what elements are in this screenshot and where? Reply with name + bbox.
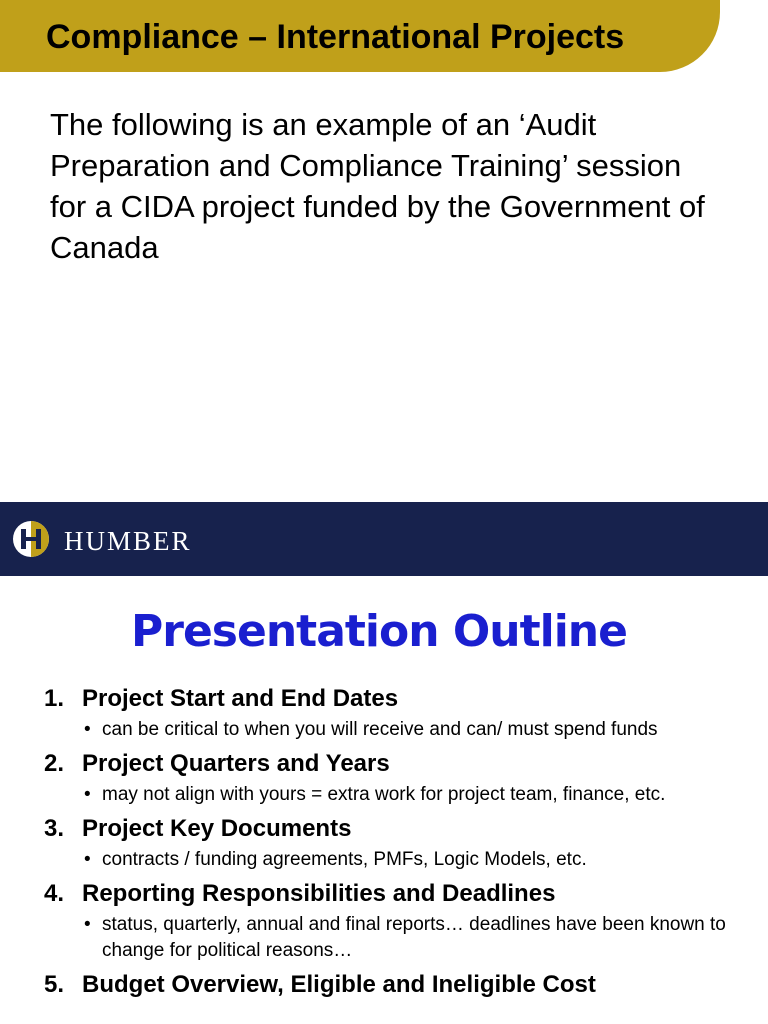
- compliance-slide: [0, 0, 768, 502]
- item-detail: status, quarterly, annual and final reports… deadlines have been known to change for political reasons…: [102, 914, 726, 961]
- list-item: [44, 879, 744, 964]
- list-item: [44, 970, 744, 1000]
- bullet-icon: •: [84, 849, 91, 870]
- bullet-icon: •: [84, 719, 91, 740]
- item-heading: Budget Overview, Eligible and Ineligible Cost: [82, 971, 596, 998]
- humber-band: [0, 502, 768, 576]
- list-item: [44, 684, 744, 743]
- item-heading: Project Key Documents: [82, 815, 352, 842]
- item-heading: Reporting Responsibilities and Deadlines: [82, 880, 556, 907]
- list-item: [44, 749, 744, 808]
- list-item: [44, 814, 744, 873]
- item-number: 3.: [44, 815, 65, 842]
- title-bar: [0, 0, 720, 72]
- slide-title: Compliance – International Projects: [46, 18, 625, 56]
- outline-list: [44, 684, 744, 1006]
- item-heading: Project Start and End Dates: [82, 685, 399, 712]
- item-heading: Project Quarters and Years: [82, 750, 390, 777]
- item-number: 2.: [44, 750, 65, 777]
- humber-logo-icon: [12, 520, 50, 558]
- outline-slide: [0, 576, 768, 1024]
- item-number: 4.: [44, 880, 65, 907]
- outline-title: Presentation Outline: [131, 606, 627, 657]
- humber-wordmark: HUMBER: [64, 526, 192, 556]
- item-number: 1.: [44, 685, 65, 712]
- bullet-icon: •: [84, 784, 91, 805]
- item-number: 5.: [44, 971, 65, 998]
- item-detail: contracts / funding agreements, PMFs, Logic Models, etc.: [102, 849, 587, 870]
- item-detail: can be critical to when you will receive and can/ must spend funds: [102, 719, 658, 740]
- item-detail: may not align with yours = extra work for project team, finance, etc.: [102, 784, 666, 805]
- intro-paragraph: The following is an example of an ‘Audit Preparation and Compliance Training’ session for a CIDA project funded by the Government of Canada: [50, 107, 705, 265]
- bullet-icon: •: [84, 914, 91, 935]
